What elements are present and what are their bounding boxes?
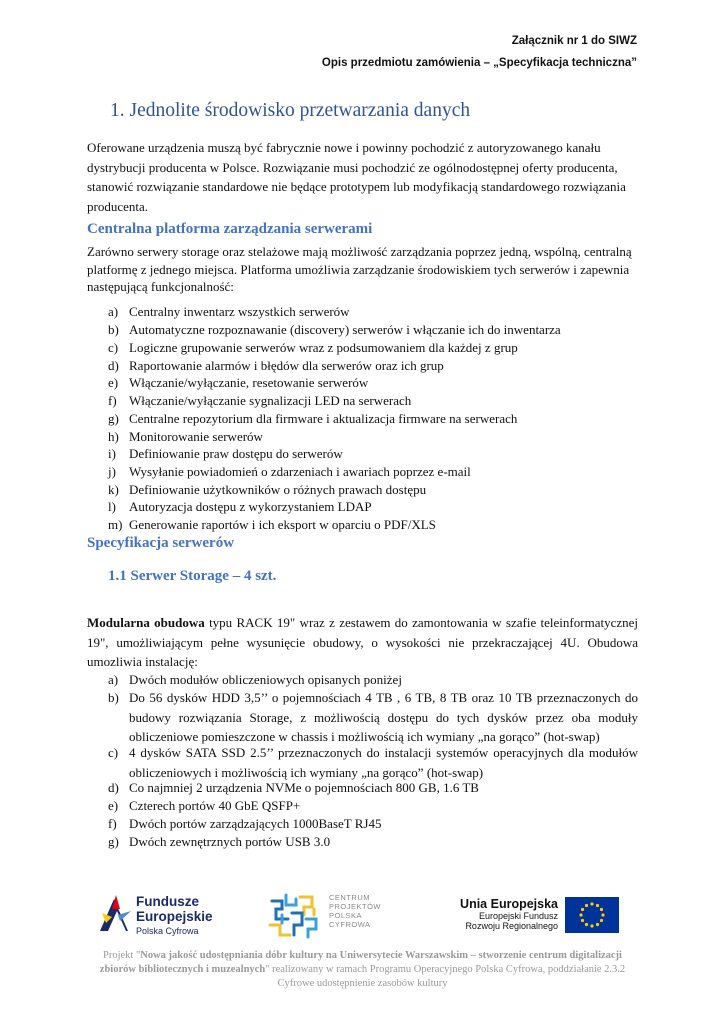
list-item: f) Dwóch portów zarządzających 1000BaseT RJ45: [108, 816, 382, 831]
list-item: k) Definiowanie użytkowników o różnych prawach dostępu: [108, 482, 427, 497]
eu-label: Unia Europejska Europejski Fundusz Rozwoju Regionalnego: [460, 897, 558, 931]
fundusze-label: Fundusze Europejskie Polska Cyfrowa: [136, 894, 213, 936]
eu-flag: [565, 897, 619, 933]
list-item: l) Autoryzacja dostępu z wykorzystaniem LDAP: [108, 499, 372, 514]
header-subject-label: Opis przedmiotu zamówienia – „Specyfikacja techniczna”: [321, 57, 637, 69]
modular-paragraph: [87, 613, 638, 672]
footer-note: Projekt "Nowa jakość udostępniania dóbr kultury na Uniwersytecie Warszawskim – stworzenie centrum digitalizacji zbiorów bibliotecznych i muzealnych" realizowany w ramach Programu Operacyjnego Polska Cyfrowa, poddziałanie 2.3.2 Cyfrowe udostępnienie zasobów kultury: [99, 950, 626, 989]
list-item: c) Logiczne grupowanie serwerów wraz z podsumowaniem dla każdej z grup: [108, 340, 518, 355]
fundusze-europejskie-logo: [98, 893, 132, 933]
section-title: 1. Jednolite środowisko przetwarzania danych: [110, 100, 471, 121]
platform-heading: Centralna platforma zarządzania serwerami: [87, 221, 373, 237]
list-item: j) Wysyłanie powiadomień o zdarzeniach i awariach poprzez e-mail: [108, 464, 471, 479]
spec-heading: Specyfikacja serwerów: [87, 535, 235, 551]
modular-bold-label: Modularna obudowa: [87, 615, 205, 630]
modular-text: typu RACK 19" wraz z zestawem do zamontowania w szafie teleinformatycznej 19", umożliwiającym pełne wysunięcie obudowy, o wysokości nie przekraczającej 4U. Obudowa umozliwia instalację:: [87, 615, 638, 669]
list-item: a) Dwóch modułów obliczeniowych opisanych poniżej: [108, 672, 402, 687]
logo-bar: [0, 885, 724, 945]
spec-subheading: 1.1 Serwer Storage – 4 szt.: [108, 568, 277, 584]
list-item: b) Do 56 dysków HDD 3,5’’ o pojemnościach 4 TB , 6 TB, 8 TB oraz 10 TB przeznaczonych do budowy rozwiązania Storage, z możliwością dostępu do tych dysków przez oba moduły obliczeniowe pomieszczone w chassis i możliwością ich wymiany „na gorąco” (hot-swap): [108, 690, 638, 744]
list-item: g) Dwóch zewnętrznych portów USB 3.0: [108, 834, 331, 849]
list-item: m) Generowanie raportów i ich eksport w oparciu o PDF/XLS: [108, 517, 436, 532]
list-item: f) Włączanie/wyłączanie sygnalizacji LED na serwerach: [108, 393, 412, 408]
list-item: e) Włączanie/wyłączanie, resetowanie serwerów: [108, 375, 369, 390]
header-annex-label: Załącznik nr 1 do SIWZ: [511, 35, 637, 47]
platform-paragraph: Zarówno serwery storage oraz stelażowe mają możliwość zarządzania poprzez jedną, wspólną, centralną platformę z jednego miejsca. Platforma umożliwia zarządzanie środowiskiem tych serwerów i zapewnia następującą funkcjonalność:: [87, 244, 632, 294]
list-item: b) Automatyczne rozpoznawanie (discovery) serwerów i włączanie ich do inwentarza: [108, 322, 561, 337]
list-item: h) Monitorowanie serwerów: [108, 429, 263, 444]
list-item: g) Centralne repozytorium dla firmware i aktualizacja firmware na serwerach: [108, 411, 518, 426]
centrum-label: CENTRUM PROJEKTÓW POLSKA CYFROWA: [329, 893, 382, 929]
list-item: e) Czterech portów 40 GbE QSFP+: [108, 798, 301, 813]
list-item: a) Centralny inwentarz wszystkich serwerów: [108, 304, 350, 319]
list-item: i) Definiowanie praw dostępu do serwerów: [108, 446, 343, 461]
list-item: d) Co najmniej 2 urządzenia NVMe o pojemnościach 800 GB, 1.6 TB: [108, 780, 479, 795]
list-item: d) Raportowanie alarmów i błędów dla serwerów oraz ich grup: [108, 358, 444, 373]
centrum-projektow-logo: [266, 891, 322, 941]
list-item: c) 4 dysków SATA SSD 2.5’’ przeznaczonych do instalacji systemów operacyjnych dla modułów obliczeniowych i możliwością ich wymiany „na gorąco” (hot-swap): [108, 745, 638, 780]
intro-paragraph: Oferowane urządzenia muszą być fabrycznie nowe i powinny pochodzić z autoryzowanego kanału dystrybucji producenta w Polsce. Rozwiązanie musi pochodzić ze ogólnodostępnej oferty producenta, stanowić rozwiązanie standardowe nie będące prototypem lub modyfikacją standardowego rozwiązania producenta.: [87, 140, 626, 214]
